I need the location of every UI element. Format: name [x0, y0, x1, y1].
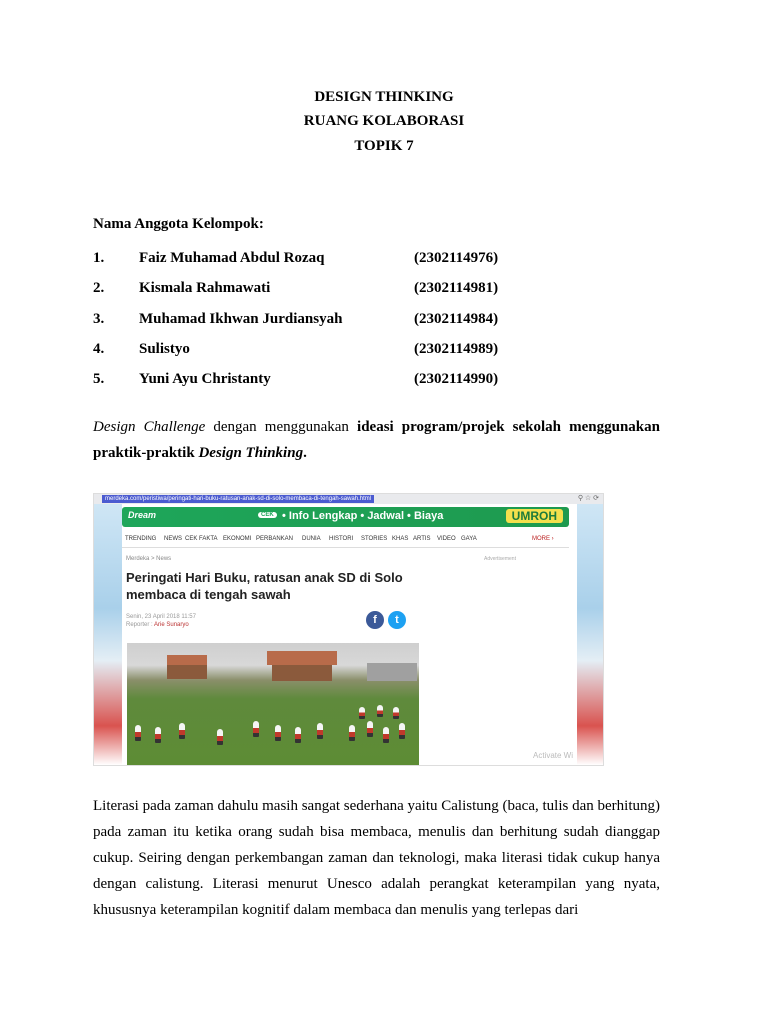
news-photo: [127, 643, 419, 766]
photo-roof: [267, 651, 337, 665]
member-name: Muhamad Ikhwan Jurdiansyah: [139, 311, 343, 327]
members-label: Nama Anggota Kelompok:: [93, 216, 264, 232]
challenge-period: .: [303, 445, 307, 461]
nav-item: DUNIA: [302, 536, 321, 542]
photo-child: [135, 725, 141, 741]
browser-address-bar: [94, 494, 604, 504]
watermark: Activate Wi: [532, 751, 573, 760]
photo-building: [367, 663, 417, 681]
nav-item: TRENDING: [125, 536, 157, 542]
member-name: Yuni Ayu Christanty: [139, 371, 271, 387]
photo-child: [367, 721, 373, 737]
design-challenge-paragraph: [93, 414, 660, 466]
design-thinking-term: Design Thinking: [198, 445, 304, 461]
photo-child: [359, 707, 365, 719]
news-headline: Peringati Hari Buku, ratusan anak SD di Solo membaca di tengah sawah: [126, 570, 403, 602]
facebook-icon: f: [366, 611, 384, 629]
doc-title: DESIGN THINKING: [314, 89, 454, 105]
reporter-label: Reporter :: [126, 622, 155, 628]
member-row: [93, 250, 693, 274]
member-number: 3.: [93, 311, 105, 327]
nav-item: GAYA: [461, 536, 477, 542]
member-number: 4.: [93, 341, 105, 357]
breadcrumb: Merdeka > News: [126, 556, 172, 562]
member-row: [93, 371, 693, 395]
umroh-banner: [122, 507, 569, 527]
member-number: 5.: [93, 371, 105, 387]
photo-child: [155, 727, 161, 743]
member-id: (2302114976): [414, 250, 499, 266]
photo-child: [253, 721, 259, 737]
nav-item: ARTIS: [413, 536, 431, 542]
challenge-text: dengan menggunakan: [205, 419, 358, 435]
nav-item: NEWS: [164, 536, 182, 542]
member-name: Sulistyo: [139, 341, 190, 357]
photo-child: [317, 723, 323, 739]
photo-child: [377, 705, 383, 717]
photo-house: [272, 665, 332, 681]
challenge-bold: ideasi program/projek sekolah menggunakan praktik-praktik: [93, 419, 660, 461]
banner-cta: UMROH: [506, 509, 563, 523]
banner-brand: Dream: [128, 510, 157, 520]
nav-item: STORIES: [361, 536, 388, 542]
browser-url: merdeka.com/peristiwa/peringati-hari-buku-ratusan-anak-sd-di-solo-membaca-di-tengah-sawah.html: [102, 495, 374, 503]
photo-child: [295, 727, 301, 743]
photo-child: [399, 723, 405, 739]
photo-roof: [167, 655, 207, 665]
member-row: [93, 311, 693, 335]
nav-more: MORE ›: [532, 536, 554, 542]
photo-child: [275, 725, 281, 741]
nav-item: EKONOMI: [223, 536, 252, 542]
banner-badge: CEK: [258, 512, 277, 518]
member-name: Kismala Rahmawati: [139, 280, 271, 296]
nav-item: CEK FAKTA: [185, 536, 218, 542]
site-nav: [122, 531, 569, 548]
member-number: 1.: [93, 250, 105, 266]
doc-topic: TOPIK 7: [354, 138, 414, 154]
news-date: Senin, 23 April 2018 11:57: [126, 614, 196, 620]
member-id: (2302114981): [414, 280, 499, 296]
news-reporter: [126, 622, 189, 628]
member-id: (2302114984): [414, 311, 499, 327]
reporter-name: Arie Sunaryo: [154, 622, 189, 628]
twitter-icon: t: [388, 611, 406, 629]
photo-house: [167, 665, 207, 679]
member-number: 2.: [93, 280, 105, 296]
member-row: [93, 341, 693, 365]
photo-child: [217, 729, 223, 745]
browser-icons: ⚲ ☆ ⟳: [577, 495, 599, 502]
photo-child: [393, 707, 399, 719]
news-page: [122, 504, 577, 766]
member-row: [93, 280, 693, 304]
side-ad-left: [94, 504, 122, 765]
literasi-paragraph: Literasi pada zaman dahulu masih sangat sederhana yaitu Calistung (baca, tulis dan berhitung) pada zaman itu ketika orang sudah bisa membaca, menulis dan berhitung sudah dianggap cukup. Seiring dengan perkembangan zaman dan teknologi, maka literasi tidak cukup hanya dengan calistung. Literasi menurut Unesco adalah perangkat keterampilan yang nyata, khususnya keterampilan kognitif dalam membaca dan menulis yang terlepas dari: [93, 798, 660, 918]
doc-subtitle: RUANG KOLABORASI: [303, 113, 465, 129]
member-name: Faiz Muhamad Abdul Rozaq: [139, 250, 325, 266]
nav-item: KHAS: [392, 536, 409, 542]
banner-text: • Info Lengkap • Jadwal • Biaya: [282, 510, 444, 522]
member-id: (2302114990): [414, 371, 499, 387]
photo-child: [179, 723, 185, 739]
challenge-term: Design Challenge: [93, 419, 206, 435]
photo-child: [349, 725, 355, 741]
photo-child: [383, 727, 389, 743]
ad-label: Advertisement: [484, 556, 516, 562]
member-id: (2302114989): [414, 341, 499, 357]
news-screenshot: [93, 493, 604, 766]
nav-item: VIDEO: [437, 536, 456, 542]
nav-item: HISTORI: [329, 536, 354, 542]
side-ad-right: [575, 504, 603, 765]
nav-item: PERBANKAN: [256, 536, 294, 542]
